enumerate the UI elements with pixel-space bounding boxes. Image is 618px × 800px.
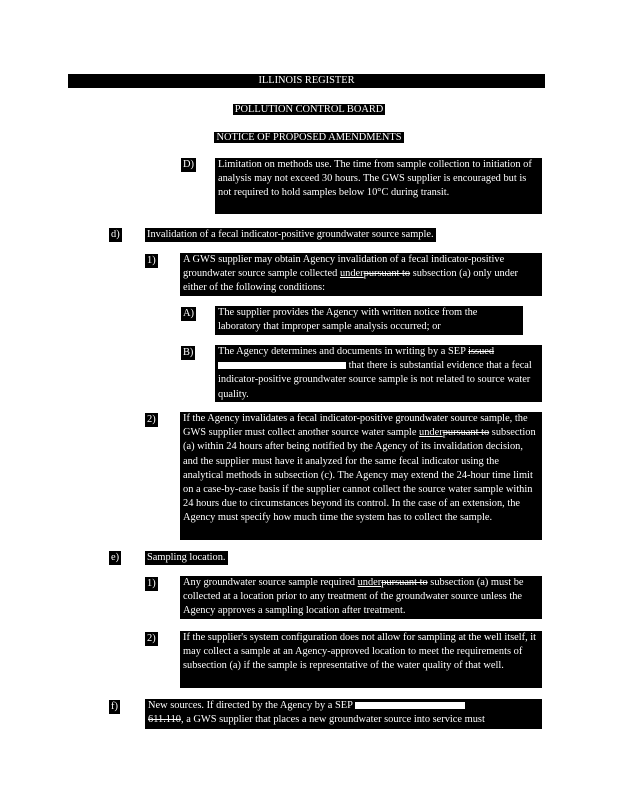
paragraph-f: [145, 699, 542, 729]
text-segment: A GWS supplier may obtain Agency invalidation of a fecal indicator-positive groundwater source sample collected: [183, 254, 505, 280]
board-title-row: [0, 103, 618, 117]
register-title: ILLINOIS REGISTER: [258, 75, 355, 86]
text-segment: subsection (a) within 24 hours after being notified by the Agency of its invalidation decision, and the supplier must have it analyzed for the same fecal indicator using the analytical methods in subsection (c). The Agency may extend the 24-hour time limit on a case-by-case basis if the supplier cannot collect the source water sample within 24 hours due to circumstances beyond its control. In the case of an extension, the Agency must specify how much time the system has to collect the sample.: [183, 427, 536, 524]
text-segment: If the Agency invalidates a fecal indicator-positive groundwater source sample, the GWS supplier must collect another source water sample: [183, 413, 528, 439]
paragraph-text: Limitation on methods use. The time from sample collection to initiation of analysis may not exceed 30 hours. The GWS supplier is encouraged but is not required to hold samples below 10°C during transit.: [218, 159, 532, 199]
item-label-d1B: B): [181, 346, 195, 360]
paragraph-e1: [180, 576, 542, 619]
redaction-mark: [218, 362, 346, 369]
section-label-d: d): [109, 228, 122, 242]
deleted-text: 611.110: [148, 714, 181, 726]
deleted-text: pursuant to: [442, 427, 490, 439]
paragraph-d1A: [215, 306, 523, 335]
section-label-f: f): [109, 700, 120, 714]
paragraph-e2: [180, 631, 542, 688]
notice-title-row: [0, 131, 618, 145]
item-label-e1: 1): [145, 577, 158, 591]
deleted-text: issued: [468, 346, 495, 357]
item-label-d2: 2): [145, 413, 158, 427]
paragraph-text: If the supplier's system configuration does not allow for sampling at the well itself, it may collect a sample at an Agency-approved location to meet the requirements of subsection (a) if the sample is representative of the water quality of that well.: [183, 632, 537, 672]
board-title: POLLUTION CONTROL BOARD: [234, 104, 384, 115]
paragraph-d1: [180, 253, 542, 296]
deleted-text: pursuant to: [381, 577, 428, 588]
text-segment: that there is substantial evidence that a fecal indicator-positive groundwater source sample is not related to source water quality.: [218, 360, 532, 400]
item-label-d1A: A): [181, 307, 196, 321]
redaction-mark: [355, 702, 465, 709]
inserted-text: under: [419, 427, 443, 439]
paragraph-limitation-methods: [215, 158, 542, 214]
inserted-text: under: [339, 268, 364, 280]
paragraph-text: The supplier provides the Agency with written notice from the laboratory that improper sample analysis occurred; or: [218, 307, 478, 333]
text-segment: New sources. If directed by the Agency by a SEP: [148, 700, 356, 711]
text-segment: , a GWS supplier that places a new groundwater source into service must: [181, 714, 485, 726]
text-segment: subsection (a) only under either of the following conditions:: [183, 268, 519, 294]
paragraph-d2: [180, 412, 542, 540]
register-header: [68, 74, 545, 88]
section-label-e: e): [109, 551, 121, 565]
inserted-text: under: [357, 577, 382, 588]
item-label-d1: 1): [145, 254, 158, 268]
deleted-text: pursuant to: [363, 268, 411, 280]
item-label-D: D): [181, 158, 196, 172]
text-segment: The Agency determines and documents in writing by a SEP: [218, 346, 469, 357]
section-title-sampling-location: Sampling location.: [145, 551, 228, 565]
notice-title: NOTICE OF PROPOSED AMENDMENTS: [216, 132, 402, 143]
paragraph-d1B: [215, 345, 542, 402]
section-title-invalidation: Invalidation of a fecal indicator-positive groundwater source sample.: [145, 228, 436, 242]
item-label-e2: 2): [145, 632, 158, 646]
text-segment: Any groundwater source sample required: [183, 577, 358, 588]
text-segment: subsection (a) must be collected at a location prior to any treatment of the groundwater source unless the Agency approves a sampling location after treatment.: [183, 577, 524, 617]
